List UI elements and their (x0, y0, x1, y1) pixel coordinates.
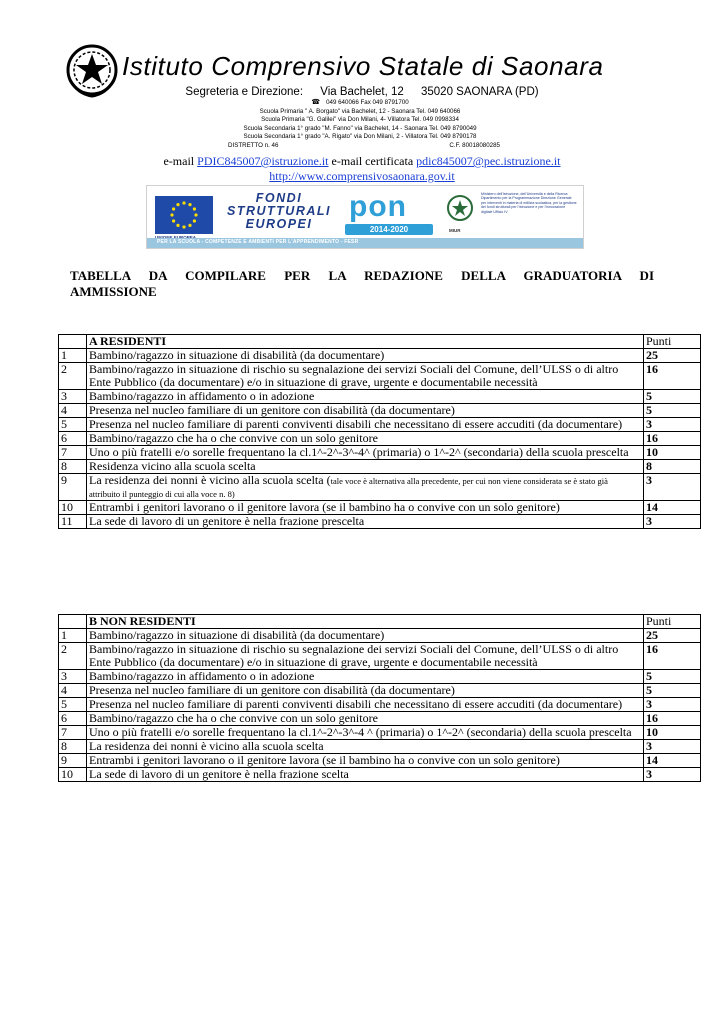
points-value: 3 (644, 474, 701, 501)
address-label: Segreteria e Direzione: (185, 86, 304, 98)
table-row (59, 629, 701, 643)
table-non-residenti (58, 614, 701, 782)
table-header-row (59, 335, 701, 349)
row-number: 3 (59, 670, 87, 684)
points-value: 5 (644, 404, 701, 418)
criterion-text: Uno o più fratelli e/o sorelle frequentano la cl.1^-2^-3^-4 ^ (primaria) o 1^-2^ (secondaria) della scuola prescelta (89, 725, 632, 739)
criterion-text: Presenza nel nucleo familiare di un genitore con disabilità (da documentare) (89, 683, 455, 697)
row-number: 6 (59, 432, 87, 446)
points-value: 16 (644, 363, 701, 390)
criterion-cell (87, 754, 644, 768)
email-link[interactable]: PDIC845007@istruzione.it (197, 154, 329, 168)
points-header: Punti (644, 335, 701, 349)
fondi-strutturali-logo: FONDI STRUTTURALI EUROPEI (227, 191, 331, 231)
school-line: Scuola Secondaria 1° grado "M. Fanno" via Bachelet, 14 - Saonara Tel. 049 8790049 (243, 124, 477, 132)
criterion-text: Bambino/ragazzo in situazione di rischio su segnalazione dei servizi Sociali del Comune, dell’ULSS o di altro Ente Pubblico (da documentare) e/o in situazione di grave, urgente e documentabile necessità (89, 362, 619, 389)
website-link[interactable]: http://www.comprensivosaonara.gov.it (269, 169, 455, 183)
row-number: 10 (59, 768, 87, 782)
table-row (59, 768, 701, 782)
table-row (59, 363, 701, 390)
criterion-text: Uno o più fratelli e/o sorelle frequentano la cl.1^-2^-3^-4^ (primaria) o 1^-2^ (secondaria) della scuola prescelta (89, 445, 629, 459)
number-header-cell (59, 615, 87, 629)
address-street: Via Bachelet, 12 (320, 86, 404, 98)
row-number: 11 (59, 515, 87, 529)
table-row (59, 754, 701, 768)
criterion-text: La residenza dei nonni è vicino alla scuola scelta (89, 739, 324, 753)
row-number: 3 (59, 390, 87, 404)
row-number: 4 (59, 404, 87, 418)
points-value: 5 (644, 390, 701, 404)
points-value: 10 (644, 446, 701, 460)
table-row (59, 643, 701, 670)
criterion-cell (87, 390, 644, 404)
table-row (59, 390, 701, 404)
points-value: 3 (644, 740, 701, 754)
school-line: Scuola Primaria "G. Galilei" via Don Milani, 4- Villatora Tel. 049 0998334 (261, 116, 459, 124)
row-number: 10 (59, 501, 87, 515)
criterion-text: Bambino/ragazzo in situazione di disabilità (da documentare) (89, 628, 385, 642)
criterion-text: Residenza vicino alla scuola scelta (89, 459, 256, 473)
criterion-cell (87, 363, 644, 390)
criterion-text: La sede di lavoro di un genitore è nella frazione scelta (89, 767, 349, 781)
points-value: 16 (644, 712, 701, 726)
table-row (59, 404, 701, 418)
pon-banner (146, 185, 584, 249)
points-value: 5 (644, 670, 701, 684)
criterion-cell (87, 684, 644, 698)
row-number: 9 (59, 754, 87, 768)
miur-emblem-icon (445, 192, 475, 226)
table-residenti (58, 334, 701, 529)
row-number: 5 (59, 698, 87, 712)
criterion-cell (87, 515, 644, 529)
points-value: 25 (644, 349, 701, 363)
pec-label: e-mail certificata (331, 154, 414, 168)
row-number: 2 (59, 643, 87, 670)
codice-fiscale: C.F. 80018080285 (449, 141, 500, 149)
criterion-text: Presenza nel nucleo familiare di parenti conviventi disabili che necessitano di essere accuditi (da documentare) (89, 697, 623, 711)
points-value: 16 (644, 432, 701, 446)
distretto-line (180, 142, 540, 151)
table-row (59, 670, 701, 684)
points-value: 25 (644, 629, 701, 643)
table-row (59, 349, 701, 363)
table-row (59, 446, 701, 460)
phone-line: ☎ 049 640066 Fax 049 8791700 (311, 99, 409, 106)
points-value: 14 (644, 754, 701, 768)
criterion-cell (87, 768, 644, 782)
criterion-text: Entrambi i genitori lavorano o il genitore lavora (se il bambino ha o convive con un solo genitore) (89, 753, 560, 767)
table-row (59, 684, 701, 698)
criterion-cell (87, 349, 644, 363)
criterion-cell (87, 501, 644, 515)
table-row (59, 432, 701, 446)
email-label: e-mail (163, 154, 195, 168)
website-line (0, 169, 724, 184)
miur-caption: MIUR (449, 228, 461, 233)
criterion-note: tale voce è alternativa alla precedente, per cui non viene considerata se è stato già attribuito il punteggio di cui alla voce n. 8) (89, 476, 608, 499)
table-row (59, 515, 701, 529)
points-value: 3 (644, 698, 701, 712)
row-number: 7 (59, 446, 87, 460)
document-title: TABELLA DA COMPILARE PER LA REDAZIONE DELLA GRADUATORIA DI AMMISSIONE (70, 268, 654, 299)
ministry-text: Ministero dell'Istruzione, dell'Università e della Ricerca Dipartimento per la Programmazione Direzione Generale per interventi in materia di edilizia scolastica, per la gestione dei fondi strutturali per l'istruzione e per l'innovazione digitale Ufficio IV (481, 192, 577, 214)
table-row (59, 418, 701, 432)
row-number: 4 (59, 684, 87, 698)
criterion-cell (87, 643, 644, 670)
criterion-cell (87, 446, 644, 460)
criterion-text: Bambino/ragazzo in affidamento o in adozione (89, 669, 315, 683)
points-value: 5 (644, 684, 701, 698)
row-number: 6 (59, 712, 87, 726)
criterion-text: Bambino/ragazzo in affidamento o in adozione (89, 389, 315, 403)
section-title: B NON RESIDENTI (87, 615, 644, 629)
criterion-cell (87, 726, 644, 740)
criterion-text: Bambino/ragazzo che ha o che convive con un solo genitore (89, 431, 378, 445)
distretto: DISTRETTO n. 46 (228, 141, 279, 149)
points-value: 8 (644, 460, 701, 474)
criterion-cell (87, 740, 644, 754)
criterion-cell (87, 432, 644, 446)
school-line: Scuola Secondaria 1° grado "A. Rigato" via Don Milani, 2 - Villatora Tel. 049 8790178 (243, 133, 477, 141)
eu-stars-icon (155, 196, 213, 234)
number-header-cell (59, 335, 87, 349)
criterion-text: Entrambi i genitori lavorano o il genitore lavora (se il bambino ha o convive con un solo genitore) (89, 500, 560, 514)
table-row (59, 501, 701, 515)
criterion-cell (87, 698, 644, 712)
points-value: 10 (644, 726, 701, 740)
criterion-cell (87, 404, 644, 418)
table-row (59, 460, 701, 474)
criterion-cell (87, 460, 644, 474)
criterion-text: Presenza nel nucleo familiare di parenti conviventi disabili che necessitano di essere accuditi (da documentare) (89, 417, 623, 431)
row-number: 7 (59, 726, 87, 740)
pon-years: 2014-2020 (345, 224, 433, 235)
criterion-cell (87, 670, 644, 684)
row-number: 5 (59, 418, 87, 432)
table-row (59, 474, 701, 501)
criterion-text: Bambino/ragazzo in situazione di rischio su segnalazione dei servizi Sociali del Comune, dell’ULSS o di altro Ente Pubblico (da documentare) e/o in situazione di grave, urgente e documentabile necessità (89, 642, 619, 669)
school-contacts (180, 99, 540, 151)
criterion-text: Bambino/ragazzo in situazione di disabilità (da documentare) (89, 348, 385, 362)
pon-logo (343, 190, 435, 238)
criterion-cell (87, 418, 644, 432)
school-name: Istituto Comprensivo Statale di Saonara (122, 51, 604, 81)
eu-flag-icon (155, 196, 213, 234)
criterion-cell (87, 474, 644, 501)
table-row (59, 726, 701, 740)
row-number: 1 (59, 629, 87, 643)
criterion-cell (87, 712, 644, 726)
school-address (0, 86, 724, 98)
row-number: 9 (59, 474, 87, 501)
criterion-cell (87, 629, 644, 643)
pec-link[interactable]: pdic845007@pec.istruzione.it (416, 154, 561, 168)
criterion-text: Presenza nel nucleo familiare di un genitore con disabilità (da documentare) (89, 403, 455, 417)
points-value: 14 (644, 501, 701, 515)
table-row (59, 712, 701, 726)
points-value: 16 (644, 643, 701, 670)
pon-text: pon (349, 190, 407, 223)
email-line (0, 154, 724, 169)
telephone-icon: ☎ (311, 99, 321, 106)
table-header-row (59, 615, 701, 629)
banner-caption: PER LA SCUOLA - COMPETENZE E AMBIENTI PER L'APPRENDIMENTO - FESR (157, 239, 359, 245)
criterion-text: Bambino/ragazzo che ha o che convive con un solo genitore (89, 711, 378, 725)
points-value: 3 (644, 515, 701, 529)
row-number: 8 (59, 460, 87, 474)
address-city: 35020 SAONARA (PD) (420, 86, 539, 98)
points-value: 3 (644, 768, 701, 782)
table-row (59, 740, 701, 754)
school-line: Scuola Primaria " A. Borgato" via Bachelet, 12 - Saonara Tel. 049 640066 (259, 107, 461, 115)
table-row (59, 698, 701, 712)
row-number: 2 (59, 363, 87, 390)
criterion-text: La residenza dei nonni è vicino alla scuola scelta ( (89, 473, 331, 487)
section-title: A RESIDENTI (87, 335, 644, 349)
points-header: Punti (644, 615, 701, 629)
row-number: 1 (59, 349, 87, 363)
points-value: 3 (644, 418, 701, 432)
criterion-text: La sede di lavoro di un genitore è nella frazione prescelta (89, 514, 365, 528)
row-number: 8 (59, 740, 87, 754)
